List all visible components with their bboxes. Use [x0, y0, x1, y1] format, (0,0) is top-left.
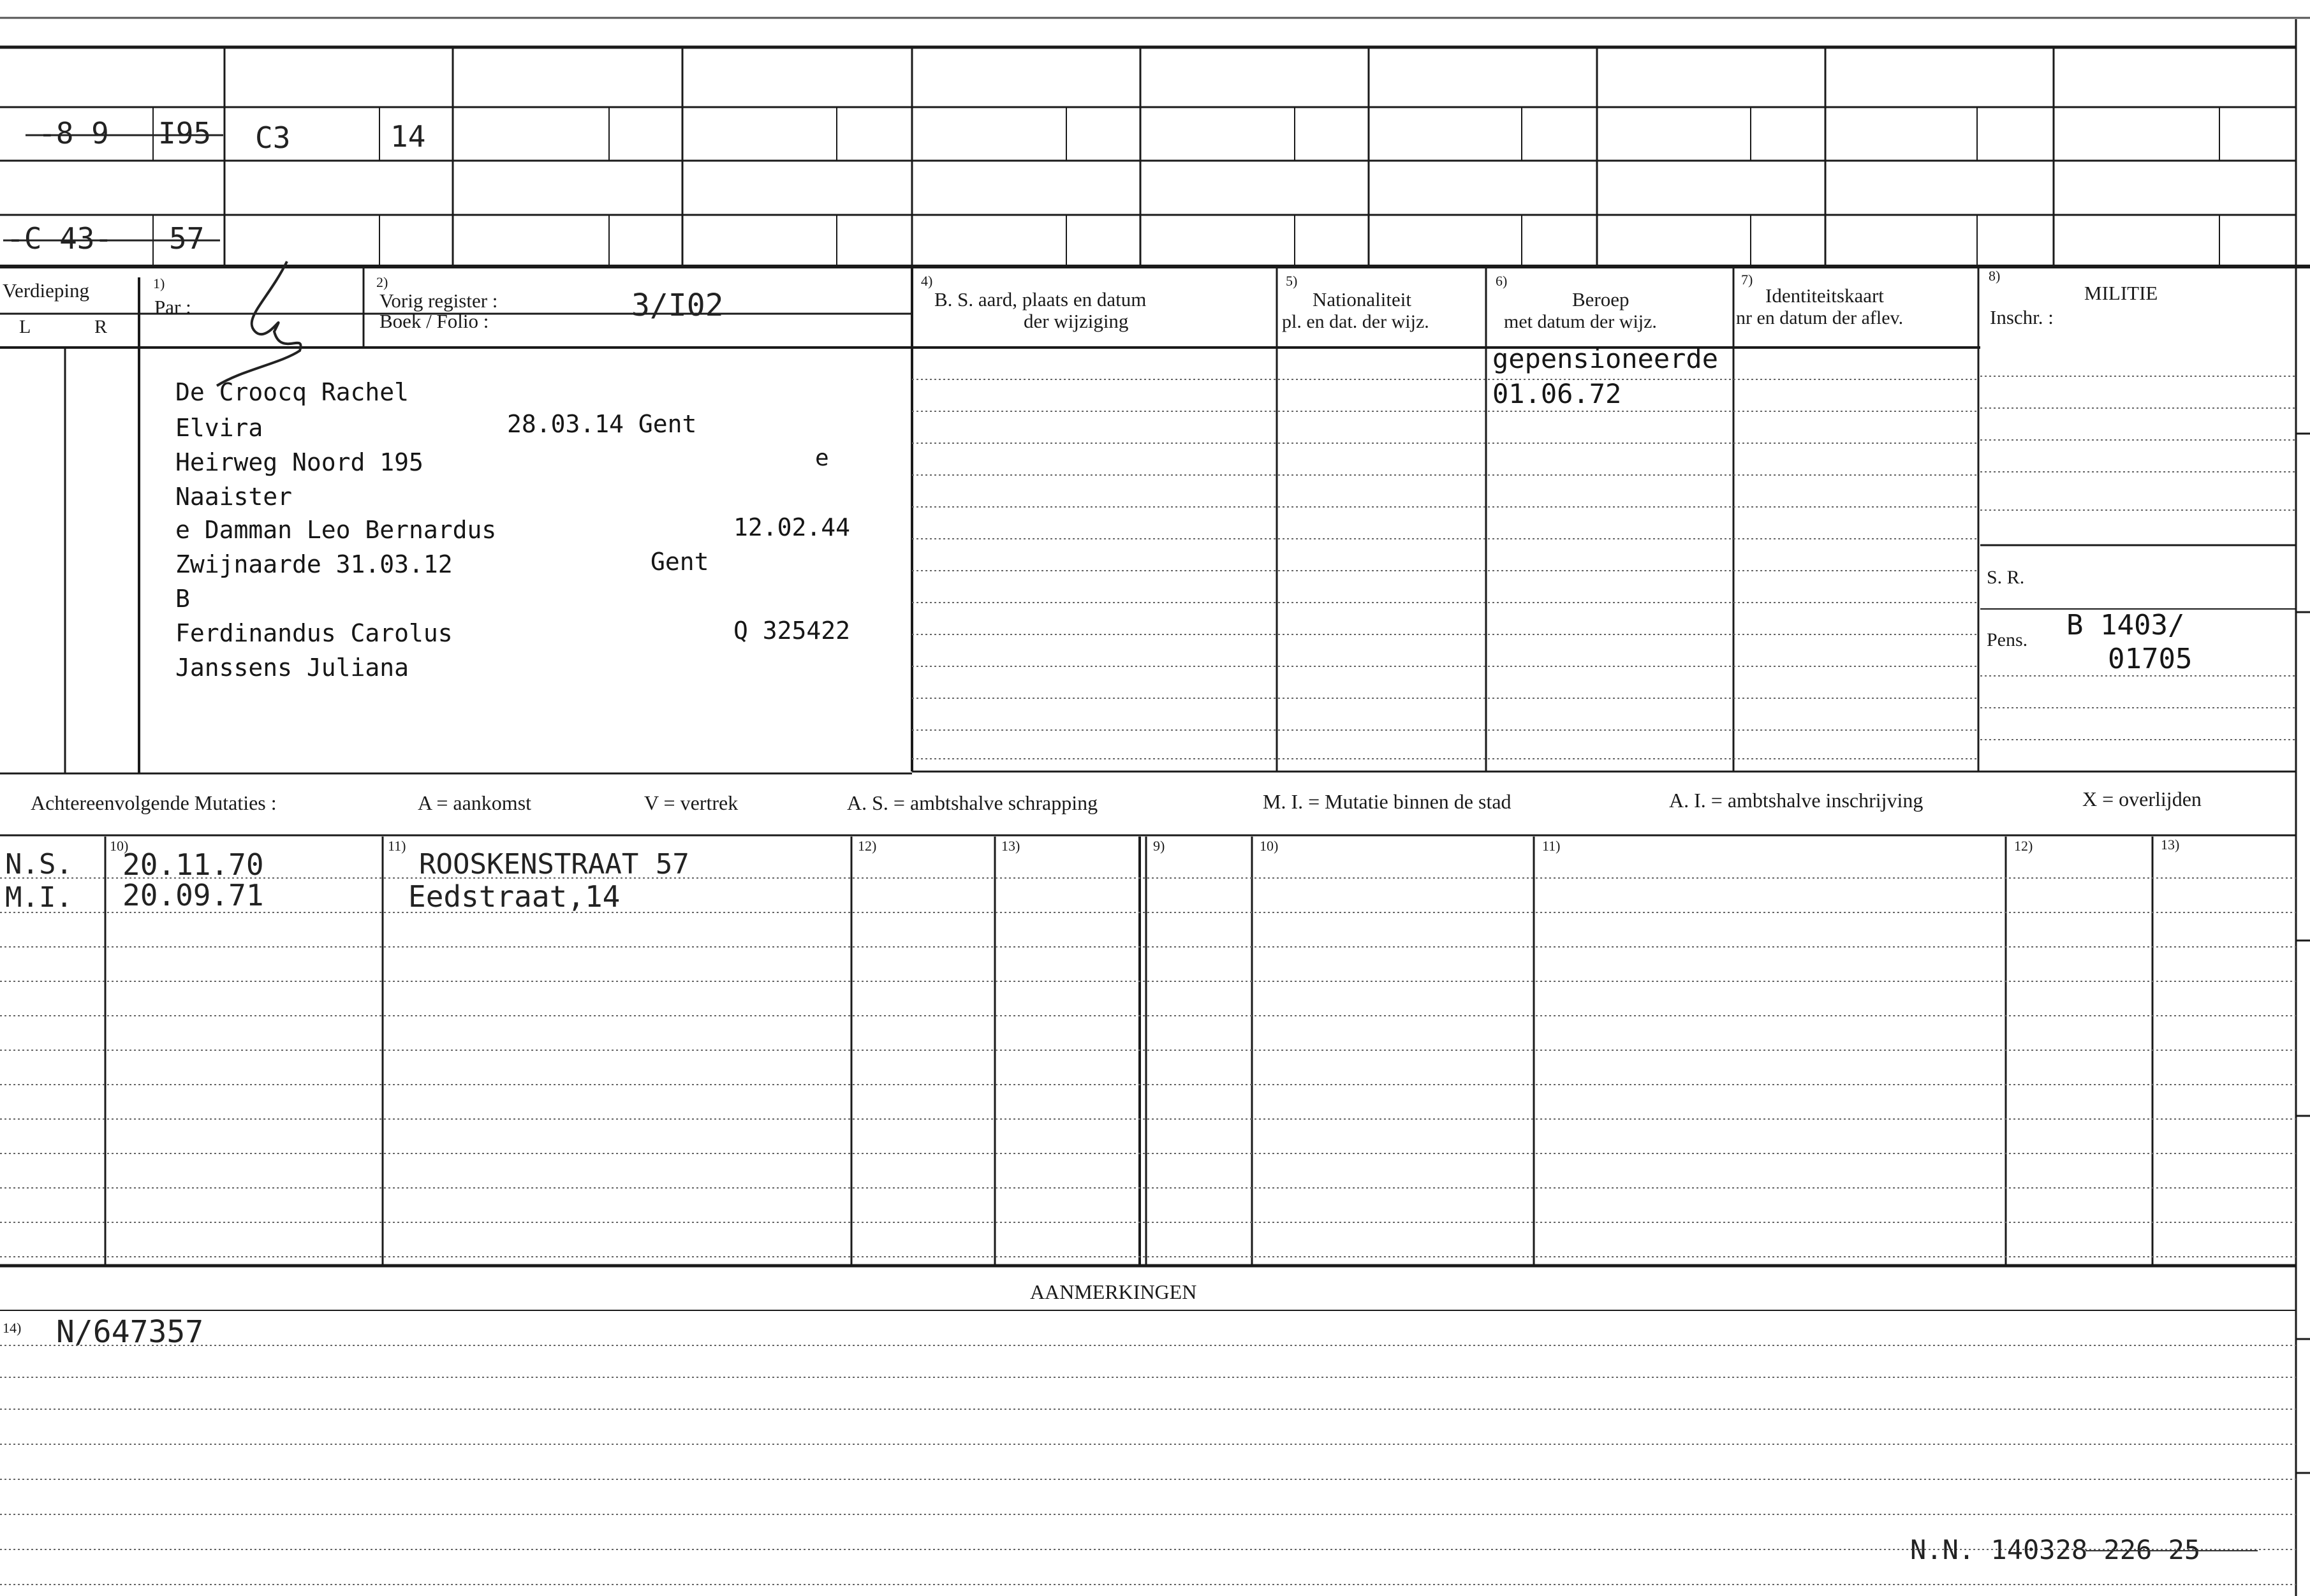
col4-line1: B. S. aard, plaats en datum — [934, 288, 1147, 311]
person-b: B — [175, 585, 190, 613]
mutation-date: 20.09.71 — [122, 878, 264, 912]
beroep-date: 01.06.72 — [1492, 378, 1622, 409]
legend-ai: A. I. = ambtshalve inschrijving — [1669, 789, 1924, 812]
struck-housenumber-2: 57 — [169, 221, 205, 256]
footnote-1: 1) — [153, 275, 165, 291]
vorig-register-value: 3/I02 — [631, 288, 724, 323]
col7-line1: Identiteitskaart — [1765, 284, 1884, 307]
person-mark-e: e — [815, 445, 829, 471]
militie-inschr-label: Inschr. : — [1990, 306, 2054, 328]
col5-line1: Nationaliteit — [1313, 288, 1411, 311]
person-father: Ferdinandus Carolus — [175, 619, 453, 647]
footnote-13: 13) — [1001, 838, 1020, 854]
legend-x: X = overlijden — [2082, 787, 2202, 810]
col7-line2: nr en datum der aflev. — [1736, 307, 1904, 328]
person-spouse-birthplace: Gent — [651, 548, 709, 576]
footnote-9: 9) — [1153, 838, 1165, 854]
sr-label: S. R. — [1987, 567, 2025, 588]
legend-mi: M. I. = Mutatie binnen de stad — [1263, 790, 1512, 813]
verdieping-label: Verdieping — [3, 279, 90, 302]
mutation-address: ROOSKENSTRAAT 57 — [419, 848, 689, 881]
footnote-2: 2) — [376, 274, 388, 290]
person-firstname: Elvira — [175, 414, 263, 442]
legend-a: A = aankomst — [418, 791, 532, 814]
person-address: Heirweg Noord 195 — [175, 448, 423, 476]
footnote-10: 10) — [110, 838, 129, 854]
col6-line2: met datum der wijz. — [1504, 311, 1657, 332]
struck-number-1: -8 9 — [38, 116, 109, 150]
boek-folio-label: Boek / Folio : — [379, 310, 489, 332]
struck-housenumber-1: I95 — [158, 116, 212, 150]
col-R-label: R — [94, 316, 108, 337]
legend-v: V = vertrek — [644, 791, 739, 814]
person-occupation: Naaister — [175, 483, 293, 511]
col-L-label: L — [19, 316, 31, 337]
person-id-number: Q 325422 — [733, 617, 851, 645]
footnote-10b: 10) — [1260, 838, 1279, 854]
remarks-value: N/647357 — [56, 1314, 204, 1350]
person-name: De Croocq Rachel — [175, 378, 409, 406]
struck-number-2: -C 43- — [6, 221, 113, 256]
mutation-address: Eedstraat,14 — [408, 879, 621, 914]
person-birth: 28.03.14 Gent — [507, 410, 697, 438]
footnote-13b: 13) — [2161, 837, 2180, 853]
beroep-value: gepensioneerde — [1492, 343, 1719, 374]
footnote-14: 14) — [3, 1320, 22, 1336]
vorig-register-label: Vorig register : — [379, 289, 498, 312]
footnote-7: 7) — [1741, 272, 1753, 288]
pens-label: Pens. — [1987, 629, 2028, 650]
footnote-11: 11) — [388, 838, 406, 854]
par-label: Par : — [154, 296, 191, 318]
footnote-5: 5) — [1286, 273, 1298, 289]
footnote-11b: 11) — [1542, 838, 1561, 854]
footnote-12b: 12) — [2014, 838, 2033, 854]
mutation-date: 20.11.70 — [122, 847, 264, 882]
footnote-6: 6) — [1496, 273, 1508, 289]
footnote-4: 4) — [921, 273, 933, 289]
person-spouse-birth: Zwijnaarde 31.03.12 — [175, 550, 453, 578]
mutation-code: M.I. — [5, 881, 73, 914]
pens-value-1: B 1403/ — [2066, 609, 2185, 641]
legend-as: A. S. = ambtshalve schrapping — [847, 791, 1098, 814]
militie-title: MILITIE — [2084, 282, 2158, 304]
footnote-8: 8) — [1989, 268, 2001, 284]
pens-value-2: 01705 — [2108, 643, 2193, 675]
remarks-title: AANMERKINGEN — [1030, 1280, 1197, 1303]
col6-line1: Beroep — [1572, 288, 1630, 311]
national-number: N.N. 140328 226 25 — [1910, 1534, 2201, 1565]
legend-title: Achtereenvolgende Mutaties : — [31, 791, 277, 814]
col4-line2: der wijziging — [1024, 310, 1129, 332]
person-mother: Janssens Juliana — [175, 654, 409, 682]
col5-line2: pl. en dat. der wijz. — [1282, 311, 1429, 332]
person-spouse: e Damman Leo Bernardus — [175, 516, 497, 544]
mutation-code: N.S. — [5, 848, 73, 881]
person-marriage-date: 12.02.44 — [733, 513, 851, 541]
district-value: 14 — [390, 119, 426, 154]
footnote-12: 12) — [858, 838, 877, 854]
district-code: C3 — [255, 121, 291, 155]
